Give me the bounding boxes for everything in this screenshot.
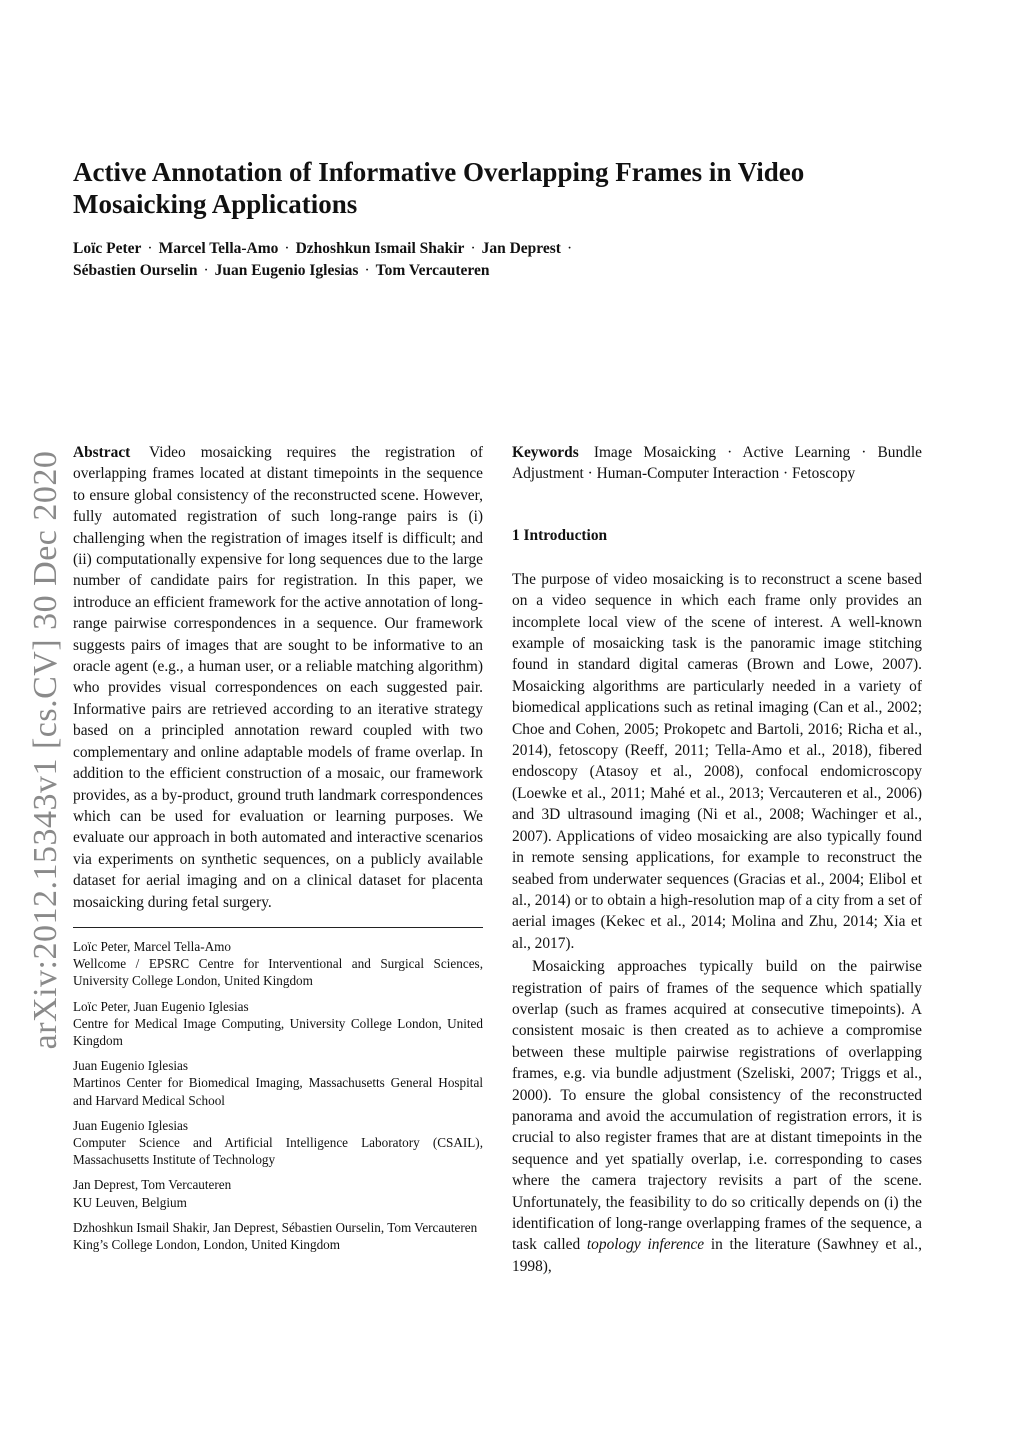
author-name: Marcel Tella-Amo	[158, 240, 279, 257]
right-column	[512, 442, 922, 1277]
author-separator: ·	[147, 240, 153, 257]
author-separator: ·	[364, 262, 370, 279]
emphasized-term: topology inference	[586, 1236, 705, 1254]
keywords-label: Keywords	[512, 444, 579, 461]
affiliation-institution: King’s College London, London, United Kingdom	[73, 1236, 341, 1252]
keywords	[512, 442, 922, 485]
affiliation-institution: Martinos Center for Biomedical Imaging, Massachusetts General Hospital and Harvard Medical School	[73, 1075, 483, 1108]
abstract-text: Video mosaicking requires the registration of overlapping frames located at distant timepoints in the sequence to ensure global consistency of the reconstructed scene. However, fully automated registration of such long-range pairs is (i) challenging when the registration of images itself is difficult; and (ii) computationally expensive for long sequences due to the large number of candidate pairs for registration. In this paper, we introduce an efficient framework for the active annotation of long-range pairwise correspondences in a sequence. Our framework suggests pairs of images that are sought to be informative to an oracle agent (e.g., a human user, or a reliable matching algorithm) who provides visual correspondences on each suggested pair. Informative pairs are retrieved according to an iterative strategy based on a principled annotation reward coupled with two complementary and online adaptable models of frame overlap. In addition to the efficient construction of a mosaic, our framework provides, as a by-product, ground truth landmark correspondences which can be used for evaluation or learning purposes. We evaluate our approach in both automated and interactive scenarios via experiments on synthetic sequences, on a publicly available dataset for aerial imaging and on a clinical dataset for placenta mosaicking during fetal surgery.	[73, 444, 483, 911]
affiliation	[73, 938, 483, 990]
affiliation-divider	[73, 927, 483, 928]
author-name: Loïc Peter	[73, 240, 142, 257]
author-line-2	[73, 260, 873, 282]
affiliations	[73, 938, 483, 1253]
author-list	[73, 238, 873, 282]
intro-paragraph-2	[512, 956, 922, 1277]
affiliation	[73, 1117, 483, 1169]
affiliation-institution: Computer Science and Artificial Intelligence Laboratory (CSAIL), Massachusetts Institute of Technology	[73, 1134, 483, 1168]
affiliation-names: Juan Eugenio Iglesias	[73, 1058, 188, 1074]
affiliation	[73, 998, 483, 1050]
affiliation-institution: Centre for Medical Image Computing, University College London, United Kingdom	[73, 1015, 483, 1048]
author-name: Sébastien Ourselin	[73, 262, 198, 279]
affiliation-names: Juan Eugenio Iglesias	[73, 1117, 188, 1133]
author-line-1	[73, 238, 873, 260]
abstract-label: Abstract	[73, 444, 131, 461]
arxiv-stamp: arXiv:2012.15343v1 [cs.CV] 30 Dec 2020	[27, 450, 64, 1050]
abstract	[73, 442, 483, 913]
left-column	[73, 442, 483, 1261]
keywords-text: Image Mosaicking · Active Learning · Bundle Adjustment · Human-Computer Interaction · Fetoscopy	[512, 444, 922, 483]
section-heading-introduction: 1 Introduction	[512, 526, 608, 544]
author-name: Dzhoshkun Ismail Shakir	[295, 240, 465, 257]
affiliation-names: Loïc Peter, Marcel Tella-Amo	[73, 938, 231, 954]
intro-paragraph-2-text: Mosaicking approaches typically build on the pairwise registration of pairs of frames of the sequence which spatially overlap (such as frames acquired at consecutive timepoints). A consistent mosaic is then created as to achieve a compromise between these multiple pairwise registrations of overlapping frames, e.g. via bundle adjustment (Szeliski, 2007; Triggs et al., 2000). To ensure the global consistency of the reconstructed panorama and avoid the accumulation of registration errors, it is crucial to also register frames that are at distant timepoints in the sequence and yet spatially overlap, i.e. corresponding to cases where the camera trajectory revisits a part of the scene. Unfortunately, the feasibility to do so critically depends on (i) the identification of long-range overlapping frames of the sequence, a task called	[512, 958, 922, 1254]
intro-paragraph-1: The purpose of video mosaicking is to reconstruct a scene based on a video sequence in which each frame only provides an incomplete local view of the scene of interest. A well-known example of mosaicking task is the panoramic image stitching found in standard digital cameras (Brown and Lowe, 2007). Mosaicking algorithms are particularly needed in a variety of biomedical applications such as retinal imaging (Can et al., 2002; Choe and Cohen, 2005; Prokopetc and Bartoli, 2016; Richa et al., 2014), fetoscopy (Reeff, 2011; Tella-Amo et al., 2018), fibered endoscopy (Atasoy et al., 2008), confocal endomicroscopy (Loewke et al., 2011; Mahé et al., 2013; Vercauteren et al., 2006) and 3D ultrasound imaging (Ni et al., 2008; Wachinger et al., 2007). Applications of video mosaicking are also typically found in remote sensing applications, for example to reconstruct the seabed from underwater sequences (Gracias et al., 2004; Elibol et al., 2014) or to obtain a high-resolution map of a city from a set of aerial images (Kekec et al., 2014; Molina and Zhu, 2014; Xia et al., 2017).	[512, 570, 922, 952]
affiliation	[73, 1219, 483, 1253]
author-name: Tom Vercauteren	[375, 262, 490, 279]
affiliation-institution: Wellcome / EPSRC Centre for Interventional and Surgical Sciences, University College London, United Kingdom	[73, 956, 483, 989]
paper-title: Active Annotation of Informative Overlapping Frames in Video Mosaicking Applications	[73, 157, 805, 219]
author-name: Juan Eugenio Iglesias	[214, 262, 359, 279]
affiliation-names: Dzhoshkun Ismail Shakir, Jan Deprest, Sébastien Ourselin, Tom Vercauteren	[73, 1219, 478, 1235]
author-name: Jan Deprest	[481, 240, 561, 257]
affiliation-institution: KU Leuven, Belgium	[73, 1194, 187, 1210]
intro-paragraph-2-text: in the literature (Sawhney et al., 1998),	[512, 1236, 922, 1275]
affiliation	[73, 1176, 483, 1210]
author-separator: ·	[203, 262, 209, 279]
author-separator: ·	[566, 240, 573, 257]
affiliation	[73, 1057, 483, 1109]
author-separator: ·	[284, 240, 290, 257]
author-separator: ·	[470, 240, 476, 257]
affiliation-names: Jan Deprest, Tom Vercauteren	[73, 1177, 232, 1193]
affiliation-names: Loïc Peter, Juan Eugenio Iglesias	[73, 998, 249, 1014]
